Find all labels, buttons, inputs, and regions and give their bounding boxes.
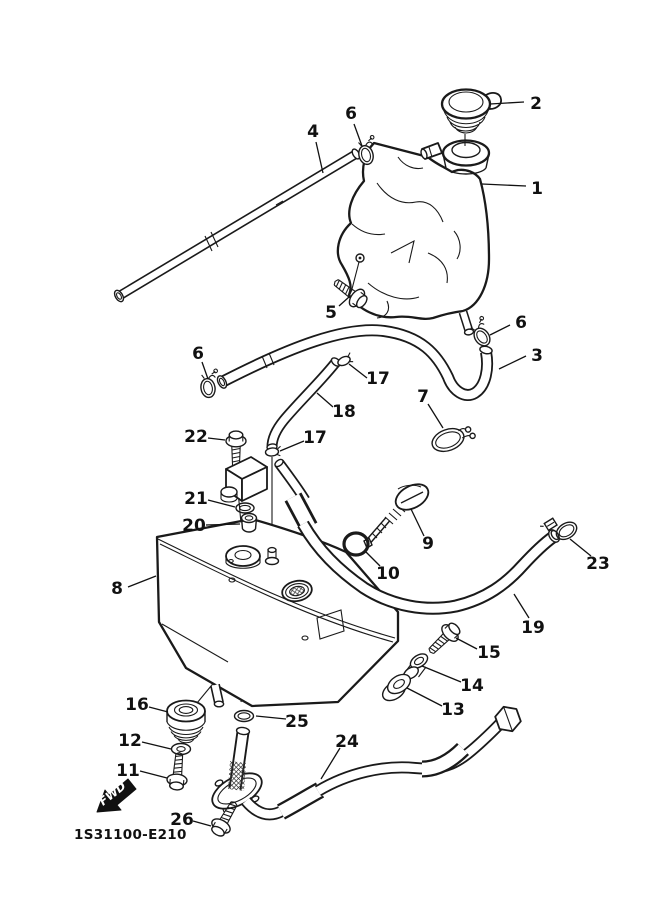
grommet-13 — [379, 670, 414, 704]
fwd-arrow — [96, 779, 136, 812]
callout-leader-3-2 — [499, 356, 526, 369]
oil-tank-8 — [157, 519, 398, 707]
reservoir-neck — [443, 141, 489, 175]
oring-10 — [344, 533, 368, 555]
callout-leader-22-24 — [208, 438, 225, 440]
oring-21 — [236, 503, 254, 513]
callout-7: 7 — [417, 387, 429, 407]
callout-21: 21 — [184, 489, 208, 509]
callout-18: 18 — [332, 402, 356, 422]
callout-leader-1-0 — [482, 184, 526, 186]
callout-23: 23 — [586, 554, 610, 574]
callout-leader-5-4 — [339, 297, 349, 306]
callout-leader-13-14 — [407, 688, 442, 706]
callout-16: 16 — [125, 695, 149, 715]
bracket-block — [221, 457, 267, 502]
bolt-11 — [166, 752, 189, 791]
callout-leader-18-20 — [317, 393, 333, 407]
washer-12 — [172, 744, 191, 755]
callout-15: 15 — [477, 643, 501, 663]
callout-9: 9 — [422, 534, 434, 554]
callout-leader-14-15 — [422, 666, 461, 682]
callout-leader-6-7 — [490, 325, 510, 335]
callout-20: 20 — [182, 516, 206, 536]
callout-25: 25 — [285, 712, 309, 732]
callout-leader-17-18 — [349, 364, 367, 378]
fwd-label: FWD — [96, 778, 129, 809]
callout-8: 8 — [111, 579, 123, 599]
callout-3: 3 — [531, 346, 543, 366]
callout-24: 24 — [335, 732, 359, 752]
drain-cap-16 — [167, 701, 205, 743]
callout-17: 17 — [303, 428, 327, 448]
callout-4: 4 — [307, 122, 319, 142]
callout-leader-17-19 — [280, 441, 304, 451]
callout-26: 26 — [170, 810, 194, 830]
callout-leader-8-9 — [128, 576, 156, 587]
reservoir-left-spout — [420, 143, 442, 160]
callout-2: 2 — [530, 94, 542, 114]
callout-12: 12 — [118, 731, 142, 751]
callout-leader-9-10 — [411, 509, 424, 536]
callout-leader-6-5 — [354, 124, 362, 146]
filler-cap-2 — [442, 90, 501, 147]
oring-25 — [235, 711, 254, 722]
strainer-mesh — [228, 761, 246, 791]
callout-5: 5 — [325, 303, 337, 323]
callout-leader-11-12 — [140, 771, 167, 778]
callout-13: 13 — [441, 700, 465, 720]
callout-leader-4-3 — [316, 142, 323, 173]
hex-fitting — [495, 707, 521, 731]
callout-leader-15-16 — [456, 638, 477, 649]
callout-leader-16-17 — [149, 707, 168, 712]
callout-leader-19-21 — [514, 594, 529, 618]
callout-17: 17 — [366, 369, 390, 389]
callout-6: 6 — [192, 344, 204, 364]
callout-10: 10 — [376, 564, 400, 584]
hose-3 — [216, 330, 493, 395]
wire-clamp-7 — [429, 421, 477, 456]
callout-leader-21-23 — [208, 500, 235, 507]
oil-hose-24 — [207, 707, 521, 816]
callout-22: 22 — [184, 427, 208, 447]
callout-6: 6 — [345, 104, 357, 124]
callout-leader-12-13 — [142, 742, 171, 749]
callout-leader-25-27 — [256, 716, 286, 719]
callout-14: 14 — [460, 676, 484, 696]
callout-1: 1 — [531, 179, 543, 199]
breather-tube-4 — [113, 148, 362, 303]
callout-leader-24-26 — [321, 748, 340, 779]
callout-19: 19 — [521, 618, 545, 638]
callout-leader-26-28 — [193, 821, 211, 826]
callout-11: 11 — [116, 761, 140, 781]
part-code: 1S31100-E210 — [74, 827, 187, 843]
callout-6: 6 — [515, 313, 527, 333]
reservoir-bottom-spout — [463, 312, 474, 336]
callout-leader-7-8 — [428, 404, 443, 428]
